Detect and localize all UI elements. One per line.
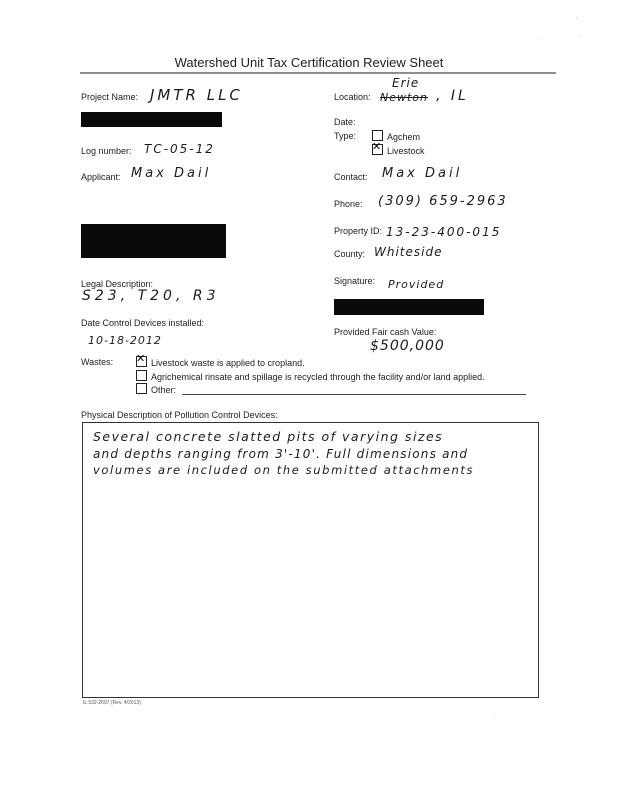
type-label: Type: [334,131,357,141]
redacted-block [334,299,484,315]
signature-value: Provided [388,278,445,291]
waste-option-livestock[interactable] [136,353,305,368]
redacted-block [81,112,222,127]
fair-cash-value: $500,000 [370,338,445,354]
description-line-3: volumes are included on the submitted attachments [93,463,475,477]
location-struck-value: Newton [380,91,429,104]
agchem-checkbox[interactable] [372,130,383,141]
scan-speck: ' [576,18,578,24]
other-checkbox[interactable] [136,383,147,394]
description-line-2: and depths ranging from 3'-10'. Full dimensions and [93,447,469,461]
scan-speck: · [540,36,542,42]
county-value: Whiteside [374,245,443,259]
description-line-1: Several concrete slatted pits of varying sizes [93,429,444,444]
property-id-label: Property ID: [334,226,383,236]
log-number-label: Log number: [81,146,132,156]
legal-description-value: S23, T20, R3 [82,288,220,304]
other-label: Other: [151,385,177,395]
physical-description-label: Physical Description of Pollution Control Devices: [81,410,278,420]
check-mark-icon: ✕ [136,353,146,365]
livestock-waste-checkbox[interactable] [136,353,147,367]
installed-date-label: Date Control Devices installed: [81,318,205,328]
waste-option-agrichemical[interactable] [136,370,485,382]
project-name-label: Project Name: [81,92,139,102]
other-fill-line [182,394,526,395]
legal-description-label: Legal Description: [81,279,154,289]
waste-option-other[interactable] [136,383,176,395]
livestock-label: Livestock [387,146,425,156]
physical-description-box[interactable] [82,422,539,698]
check-mark-icon: ✕ [372,141,382,153]
county-label: County: [334,249,366,259]
log-number-value: TC-05-12 [144,142,215,156]
phone-value: (309) 659-2963 [378,194,508,209]
contact-value: Max Dail [382,166,463,181]
scan-speck: · [493,712,495,718]
date-label: Date: [334,117,356,127]
location-label: Location: [334,92,371,102]
fair-cash-label: Provided Fair cash Value: [334,327,437,337]
installed-date-value: 10-18-2012 [88,334,162,347]
applicant-value: Max Dail [131,166,212,181]
project-name-value: JMTR LLC [150,86,243,104]
livestock-checkbox[interactable] [372,141,383,155]
location-state: , IL [436,88,469,104]
contact-label: Contact: [334,172,368,182]
scan-speck: · [580,34,582,40]
agchem-label: Agchem [387,132,421,142]
agrichemical-checkbox[interactable] [136,370,147,381]
phone-label: Phone: [334,199,363,209]
wastes-label: Wastes: [81,357,114,367]
title-rule [80,72,556,74]
form-footer: IL 532-2697 (Rev. 4/2013) [83,700,141,706]
redacted-block [81,224,226,258]
page-title: Watershed Unit Tax Certification Review Sheet [174,55,444,70]
property-id-value: 13-23-400-015 [386,225,502,239]
livestock-waste-label: Livestock waste is applied to cropland. [151,358,305,368]
signature-label: Signature: [334,276,376,286]
location-inserted-value: Erie [392,76,420,90]
applicant-label: Applicant: [81,172,121,182]
agrichemical-label: Agrichemical rinsate and spillage is recycled through the facility and/or land applied. [151,372,485,382]
type-option-livestock[interactable] [372,141,425,156]
